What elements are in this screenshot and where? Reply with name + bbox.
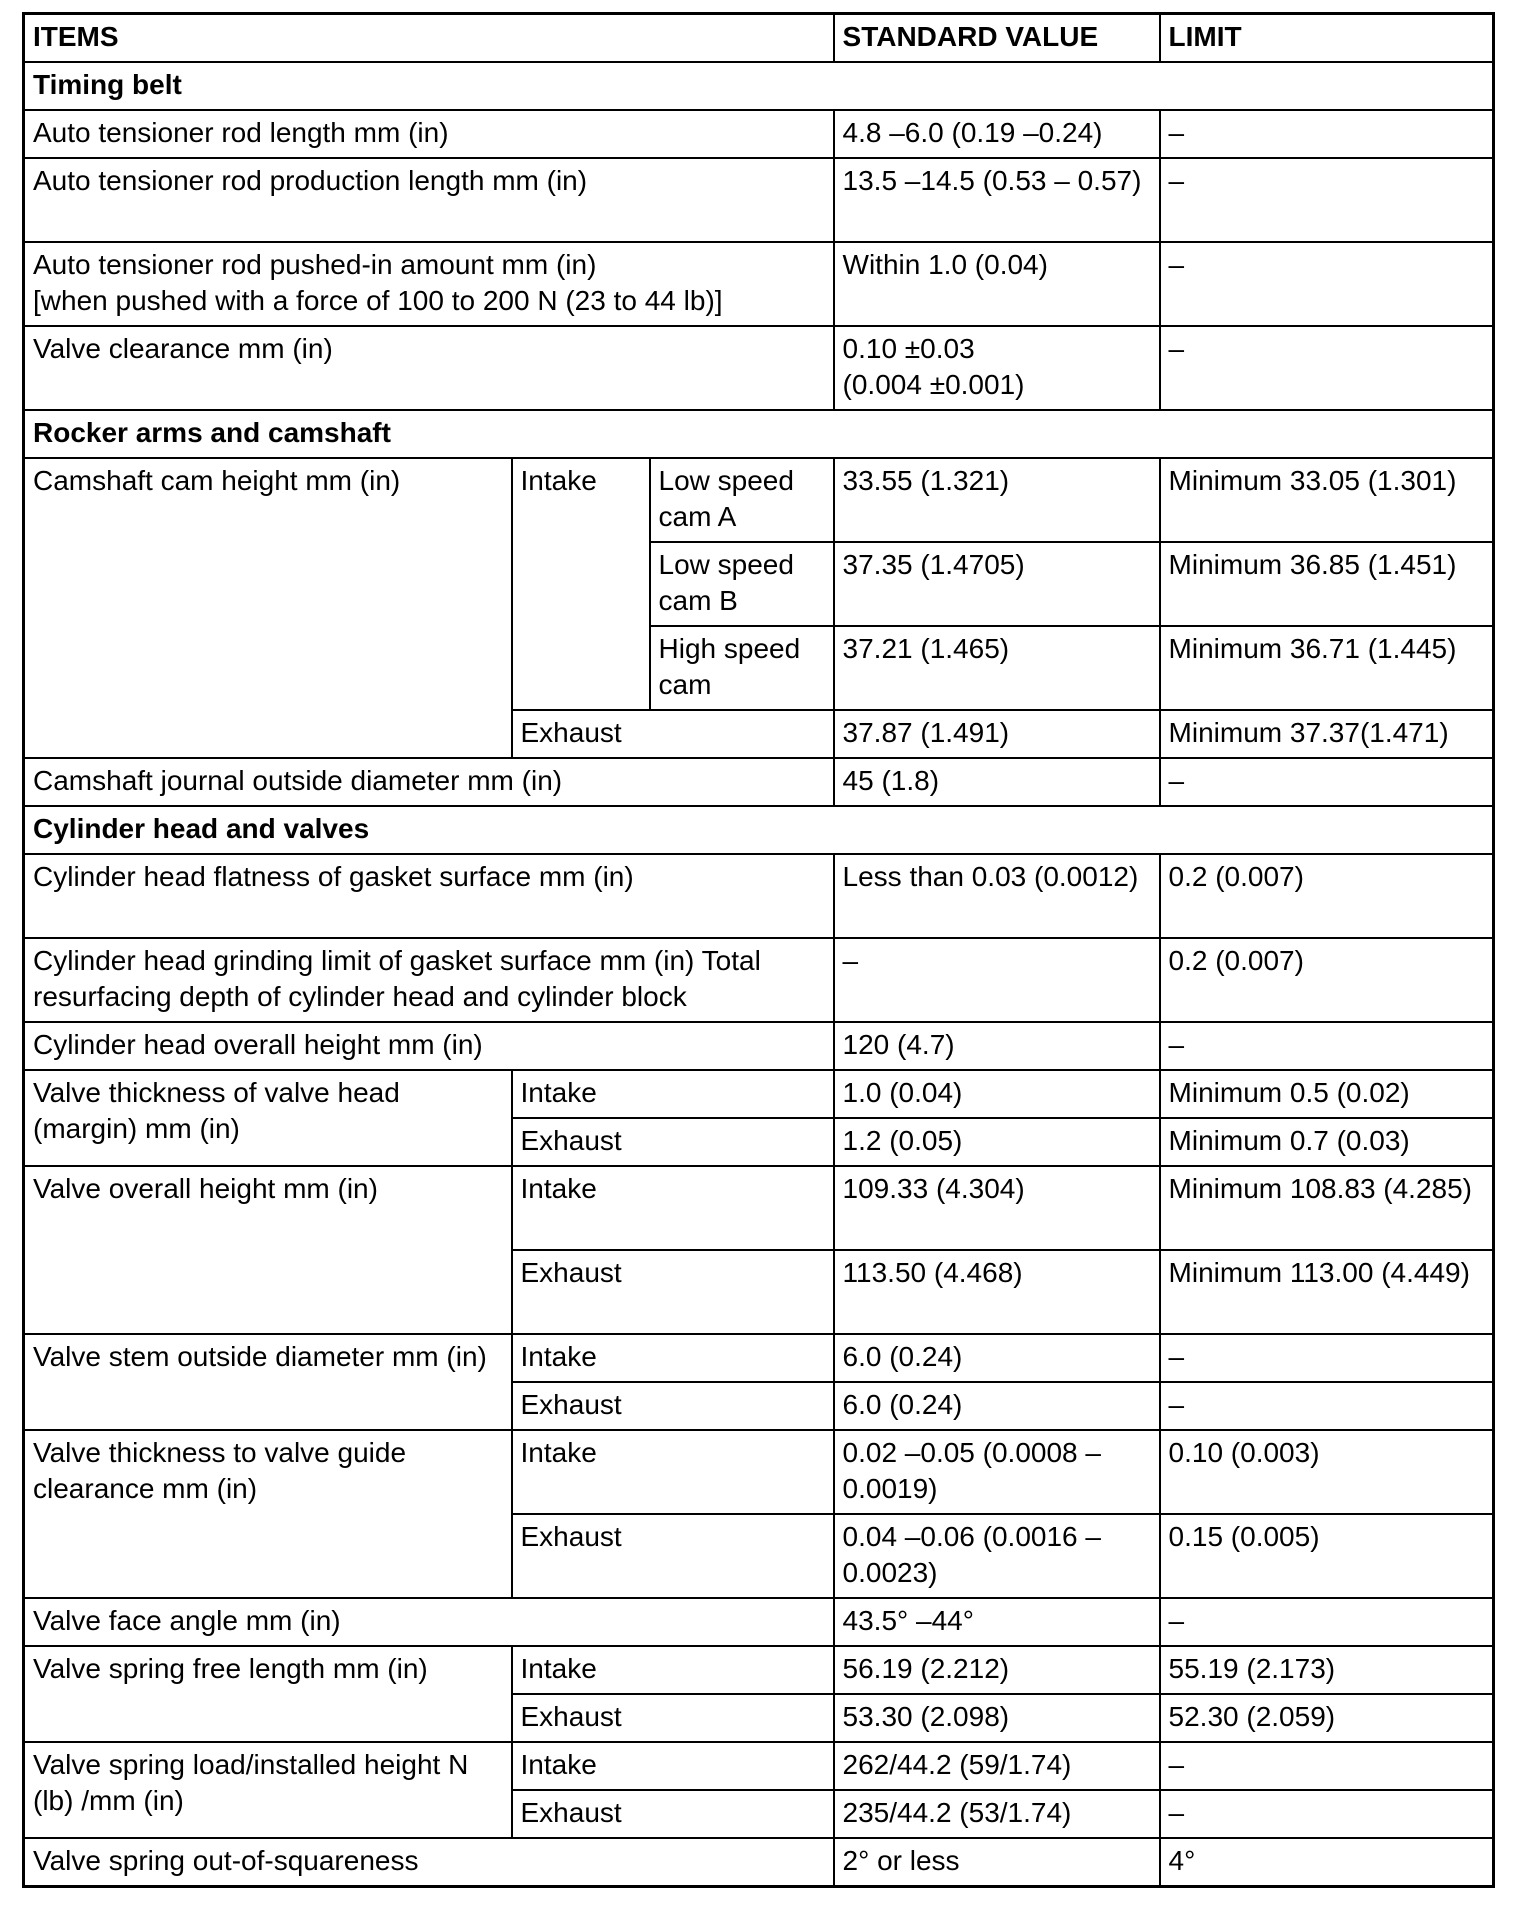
standard-value-cell: 113.50 (4.468) (834, 1250, 1160, 1334)
header-row (24, 14, 1494, 63)
limit-cell: – (1160, 758, 1494, 806)
spec-table-container (22, 12, 1495, 1888)
standard-value-cell: 262/44.2 (59/1.74) (834, 1742, 1160, 1790)
table-row (24, 1166, 1494, 1250)
table-row (24, 158, 1494, 242)
standard-value-cell: Less than 0.03 (0.0012) (834, 854, 1160, 938)
limit-cell: Minimum 37.37(1.471) (1160, 710, 1494, 758)
item-line: Auto tensioner rod pushed-in amount mm (in) (33, 249, 597, 280)
sub-item-cell: Exhaust (512, 1790, 834, 1838)
table-row (24, 1598, 1494, 1646)
standard-value-cell: 37.87 (1.491) (834, 710, 1160, 758)
limit-cell: 0.10 (0.003) (1160, 1430, 1494, 1514)
item-cell: Camshaft cam height mm (in) (24, 458, 512, 758)
limit-cell: 4° (1160, 1838, 1494, 1887)
item-cell: Camshaft journal outside diameter mm (in) (24, 758, 834, 806)
standard-value-cell: 6.0 (0.24) (834, 1334, 1160, 1382)
section-cylinder-head-valves: Cylinder head and valves (24, 806, 1494, 854)
standard-value-cell: 33.55 (1.321) (834, 458, 1160, 542)
limit-cell: – (1160, 110, 1494, 158)
item-cell: Valve stem outside diameter mm (in) (24, 1334, 512, 1430)
item-cell: Valve spring load/installed height N (lb) /mm (in) (24, 1742, 512, 1838)
sub-item-cell: Exhaust (512, 1250, 834, 1334)
header-standard-value: STANDARD VALUE (834, 14, 1160, 63)
item-cell (24, 242, 834, 326)
limit-cell: Minimum 113.00 (4.449) (1160, 1250, 1494, 1334)
standard-value-cell: 1.2 (0.05) (834, 1118, 1160, 1166)
sub-item-cell: Exhaust (512, 1514, 834, 1598)
item-cell: Valve clearance mm (in) (24, 326, 834, 410)
limit-cell: – (1160, 326, 1494, 410)
limit-cell: Minimum 33.05 (1.301) (1160, 458, 1494, 542)
standard-value-cell: 53.30 (2.098) (834, 1694, 1160, 1742)
table-row (24, 758, 1494, 806)
table-row (24, 854, 1494, 938)
limit-cell: – (1160, 242, 1494, 326)
limit-cell: – (1160, 158, 1494, 242)
section-timing-belt: Timing belt (24, 62, 1494, 110)
standard-value-cell: 6.0 (0.24) (834, 1382, 1160, 1430)
table-row (24, 458, 1494, 542)
item-cell: Valve overall height mm (in) (24, 1166, 512, 1334)
table-row (24, 326, 1494, 410)
standard-value-cell: 37.21 (1.465) (834, 626, 1160, 710)
limit-cell: – (1160, 1334, 1494, 1382)
limit-cell: Minimum 36.85 (1.451) (1160, 542, 1494, 626)
sub-item-cell: Exhaust (512, 1118, 834, 1166)
sub-item-cell: Exhaust (512, 1382, 834, 1430)
limit-cell: – (1160, 1022, 1494, 1070)
standard-value-cell: 109.33 (4.304) (834, 1166, 1160, 1250)
specifications-table (22, 12, 1495, 1888)
header-items: ITEMS (24, 14, 834, 63)
table-row (24, 1430, 1494, 1514)
standard-value-cell: 13.5 –14.5 (0.53 – 0.57) (834, 158, 1160, 242)
standard-value-cell: 37.35 (1.4705) (834, 542, 1160, 626)
section-row (24, 62, 1494, 110)
table-row (24, 1022, 1494, 1070)
standard-value-cell: 1.0 (0.04) (834, 1070, 1160, 1118)
item-line: [when pushed with a force of 100 to 200 N (23 to 44 lb)] (33, 285, 723, 316)
limit-cell: 52.30 (2.059) (1160, 1694, 1494, 1742)
standard-value-cell (834, 326, 1160, 410)
standard-value-cell: 2° or less (834, 1838, 1160, 1887)
item-cell: Cylinder head flatness of gasket surface mm (in) (24, 854, 834, 938)
sub-sub-item-cell: High speed cam (650, 626, 834, 710)
item-cell: Valve spring out-of-squareness (24, 1838, 834, 1887)
sub-sub-item-cell: Low speed cam A (650, 458, 834, 542)
table-row (24, 1742, 1494, 1790)
item-cell: Valve thickness to valve guide clearance mm (in) (24, 1430, 512, 1598)
limit-cell: – (1160, 1742, 1494, 1790)
standard-value-cell: 0.04 –0.06 (0.0016 –0.0023) (834, 1514, 1160, 1598)
sub-item-cell: Intake (512, 1334, 834, 1382)
sub-item-cell: Exhaust (512, 710, 834, 758)
item-cell: Valve spring free length mm (in) (24, 1646, 512, 1742)
standard-value-cell: 0.02 –0.05 (0.0008 –0.0019) (834, 1430, 1160, 1514)
table-row (24, 1646, 1494, 1694)
limit-cell: – (1160, 1382, 1494, 1430)
limit-cell: – (1160, 1598, 1494, 1646)
limit-cell: Minimum 108.83 (4.285) (1160, 1166, 1494, 1250)
standard-value-cell: 235/44.2 (53/1.74) (834, 1790, 1160, 1838)
standard-value-cell: 4.8 –6.0 (0.19 –0.24) (834, 110, 1160, 158)
limit-cell: 55.19 (2.173) (1160, 1646, 1494, 1694)
sub-item-cell: Intake (512, 458, 650, 710)
standard-value-cell: Within 1.0 (0.04) (834, 242, 1160, 326)
sub-item-cell: Exhaust (512, 1694, 834, 1742)
item-cell: Valve thickness of valve head (margin) mm (in) (24, 1070, 512, 1166)
value-line: 0.10 ±0.03 (842, 333, 975, 364)
sub-item-cell: Intake (512, 1070, 834, 1118)
standard-value-cell: 45 (1.8) (834, 758, 1160, 806)
sub-item-cell: Intake (512, 1646, 834, 1694)
header-limit: LIMIT (1160, 14, 1494, 63)
standard-value-cell: – (834, 938, 1160, 1022)
standard-value-cell: 120 (4.7) (834, 1022, 1160, 1070)
sub-sub-item-cell: Low speed cam B (650, 542, 834, 626)
table-row (24, 1838, 1494, 1887)
standard-value-cell: 56.19 (2.212) (834, 1646, 1160, 1694)
limit-cell: 0.2 (0.007) (1160, 938, 1494, 1022)
standard-value-cell: 43.5° –44° (834, 1598, 1160, 1646)
item-cell: Valve face angle mm (in) (24, 1598, 834, 1646)
value-line: (0.004 ±0.001) (842, 369, 1025, 400)
limit-cell: Minimum 0.5 (0.02) (1160, 1070, 1494, 1118)
item-cell: Cylinder head overall height mm (in) (24, 1022, 834, 1070)
section-row (24, 410, 1494, 458)
table-row (24, 938, 1494, 1022)
item-cell: Auto tensioner rod production length mm (in) (24, 158, 834, 242)
section-rocker-arms-camshaft: Rocker arms and camshaft (24, 410, 1494, 458)
section-row (24, 806, 1494, 854)
limit-cell: Minimum 0.7 (0.03) (1160, 1118, 1494, 1166)
limit-cell: 0.15 (0.005) (1160, 1514, 1494, 1598)
item-cell: Cylinder head grinding limit of gasket surface mm (in) Total resurfacing depth of cylinder head and cylinder block (24, 938, 834, 1022)
sub-item-cell: Intake (512, 1742, 834, 1790)
table-row (24, 110, 1494, 158)
sub-item-cell: Intake (512, 1166, 834, 1250)
table-row (24, 1334, 1494, 1382)
item-cell: Auto tensioner rod length mm (in) (24, 110, 834, 158)
limit-cell: Minimum 36.71 (1.445) (1160, 626, 1494, 710)
limit-cell: 0.2 (0.007) (1160, 854, 1494, 938)
table-row (24, 242, 1494, 326)
table-row (24, 1070, 1494, 1118)
limit-cell: – (1160, 1790, 1494, 1838)
sub-item-cell: Intake (512, 1430, 834, 1514)
